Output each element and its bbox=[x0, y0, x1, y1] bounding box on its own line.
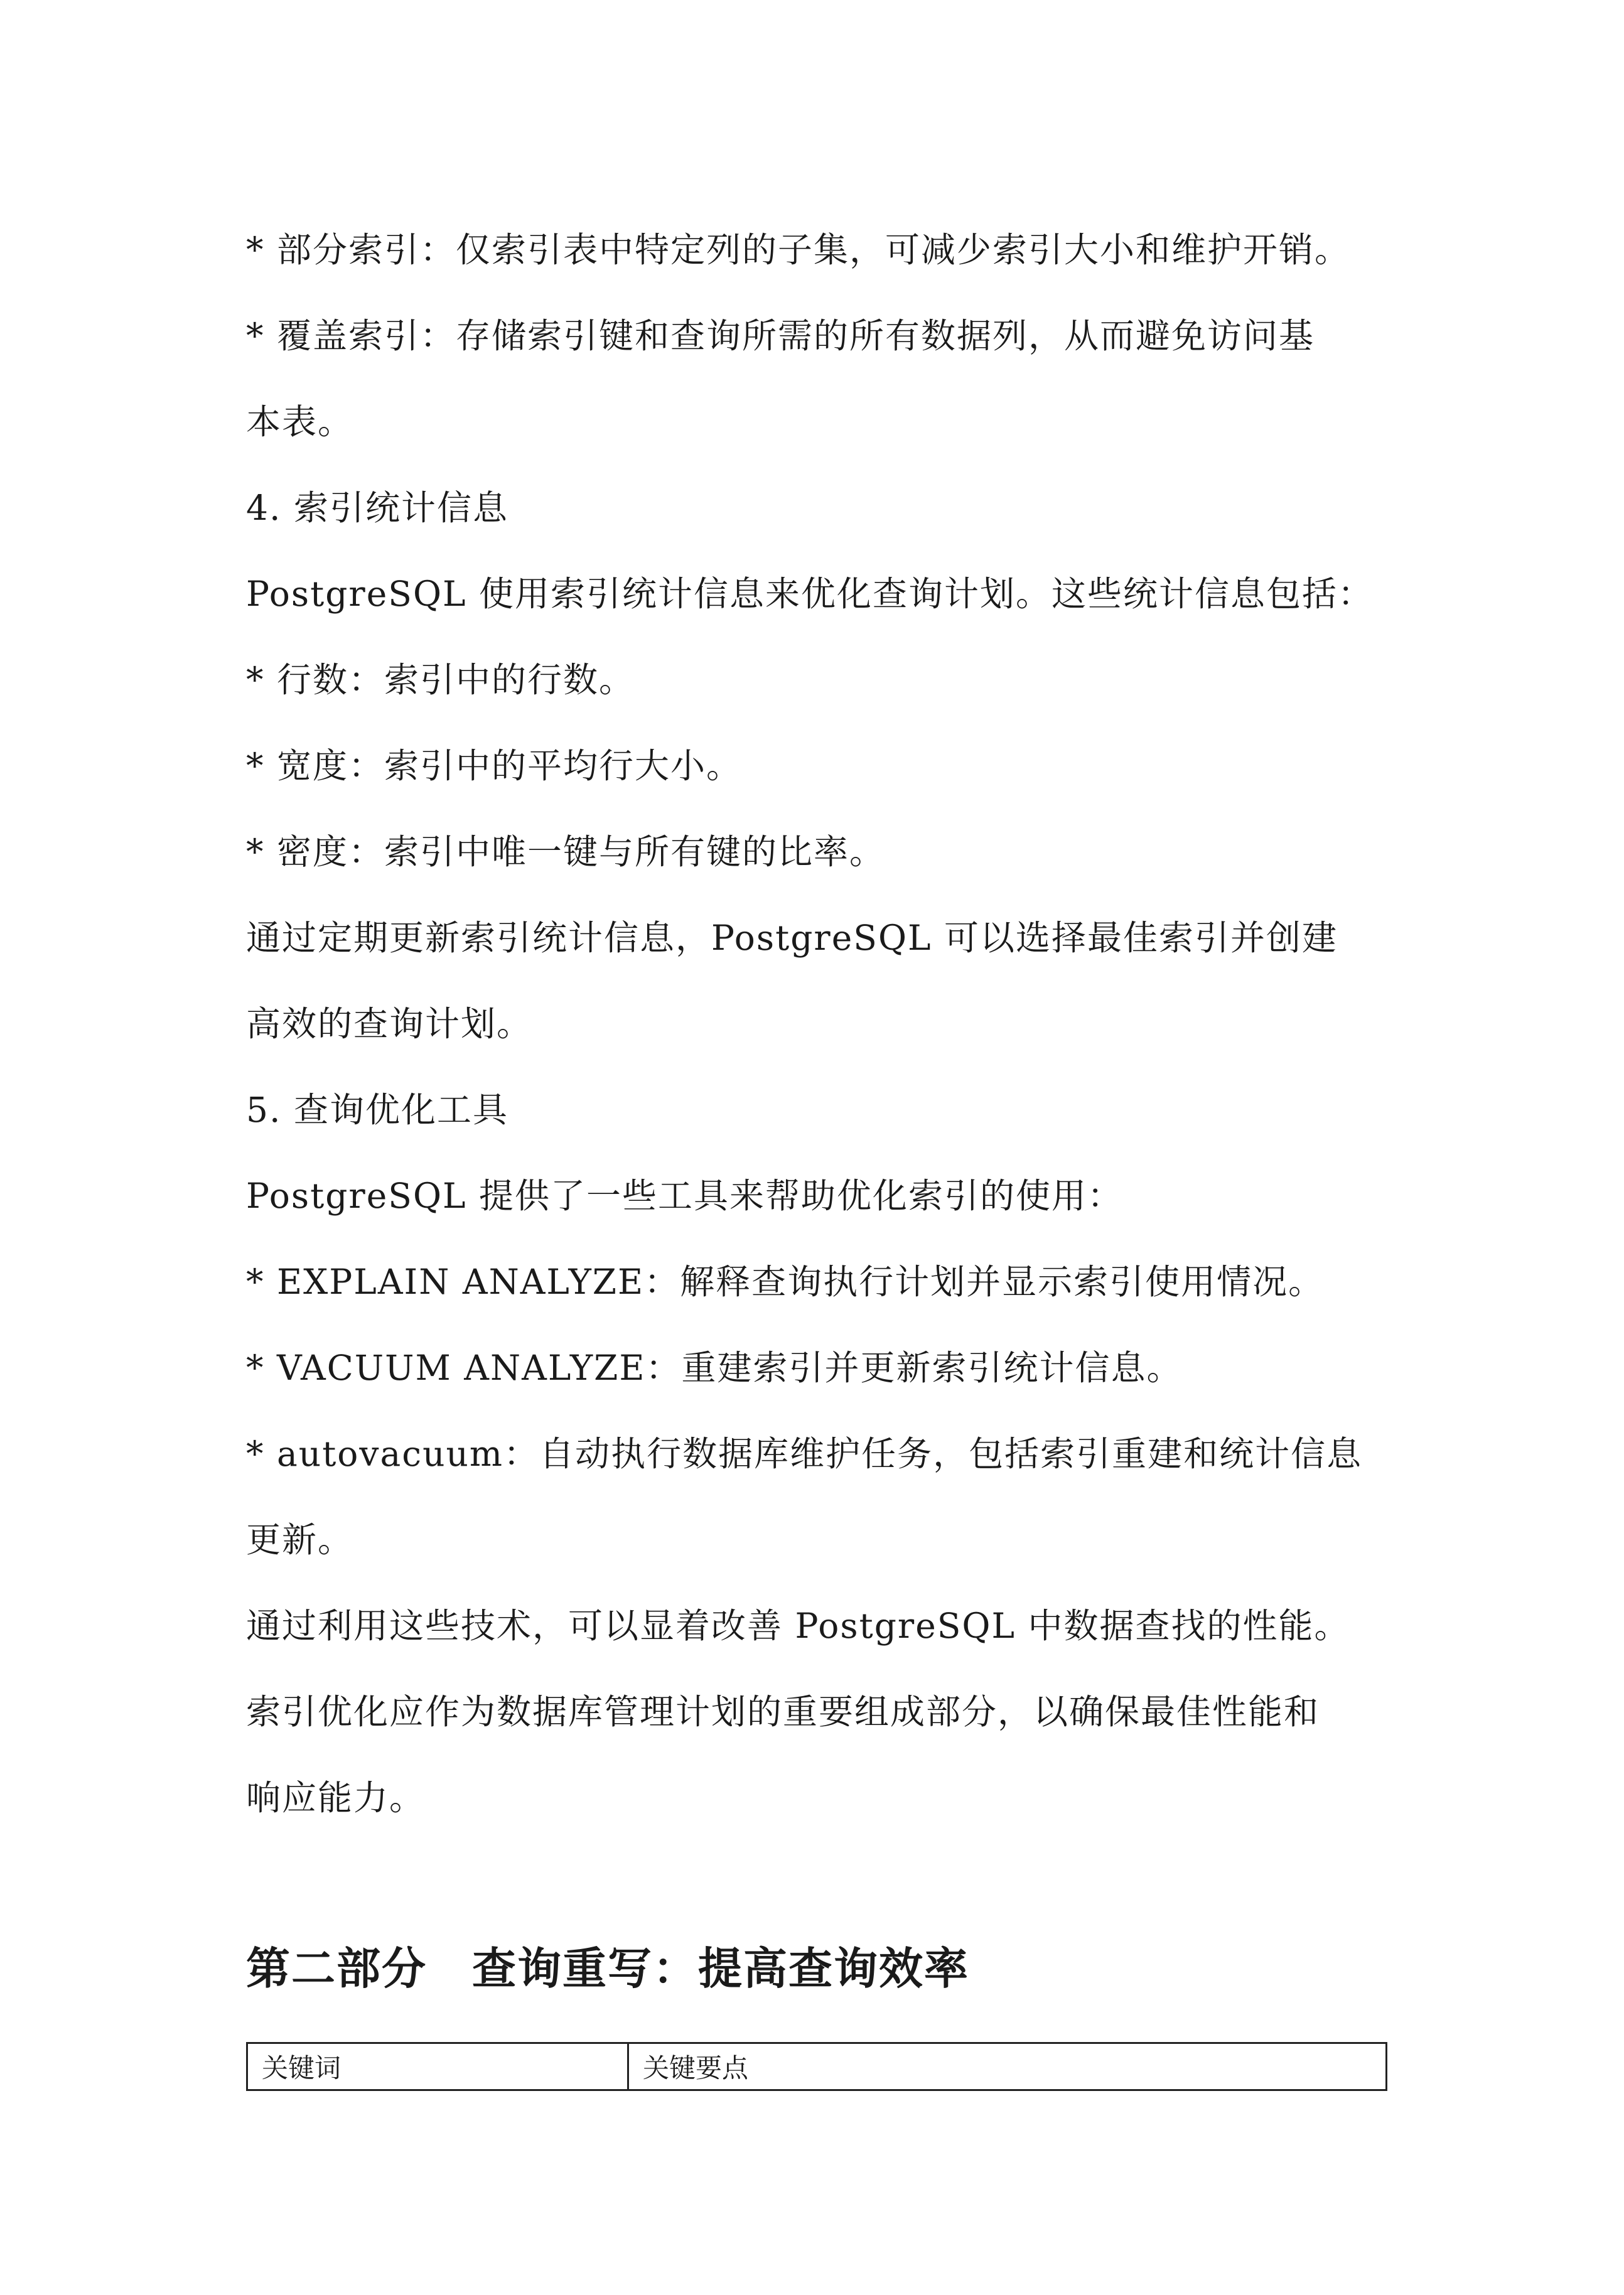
bullet-covering-index: * 覆盖索引：存储索引键和查询所需的所有数据列，从而避免访问基 bbox=[246, 316, 1315, 356]
table-header-keyword: 关键词 bbox=[247, 2043, 628, 2090]
paragraph-tools-intro: PostgreSQL 提供了一些工具来帮助优化索引的使用： bbox=[246, 1176, 1124, 1216]
keyword-table bbox=[246, 2042, 1387, 2091]
paragraph-conclusion-2: 索引优化应作为数据库管理计划的重要组成部分，以确保最佳性能和 bbox=[246, 1692, 1320, 1732]
paragraph-stats-benefit: 通过定期更新索引统计信息，PostgreSQL 可以选择最佳索引并创建 bbox=[246, 918, 1338, 958]
bullet-partial-index: * 部分索引：仅索引表中特定列的子集，可减少索引大小和维护开销。 bbox=[246, 230, 1350, 270]
bullet-density: * 密度：索引中唯一键与所有键的比率。 bbox=[246, 832, 885, 872]
bullet-vacuum-analyze: * VACUUM ANALYZE：重建索引并更新索引统计信息。 bbox=[246, 1348, 1183, 1388]
bullet-row-count: * 行数：索引中的行数。 bbox=[246, 660, 635, 700]
table-header-row bbox=[247, 2043, 1387, 2090]
document-body bbox=[246, 207, 1389, 1841]
bullet-explain-analyze: * EXPLAIN ANALYZE：解释查询执行计划并显示索引使用情况。 bbox=[246, 1262, 1325, 1302]
section-heading: 第二部分 查询重写：提高查询效率 bbox=[246, 1943, 969, 1994]
paragraph-conclusion-3: 响应能力。 bbox=[246, 1778, 426, 1818]
bullet-autovacuum: * autovacuum：自动执行数据库维护任务，包括索引重建和统计信息 bbox=[246, 1434, 1363, 1474]
bullet-autovacuum-cont: 更新。 bbox=[246, 1520, 354, 1560]
paragraph-conclusion: 通过利用这些技术，可以显着改善 PostgreSQL 中数据查找的性能。 bbox=[246, 1606, 1350, 1646]
subheading-query-tools: 5. 查询优化工具 bbox=[246, 1090, 508, 1130]
subheading-index-stats: 4. 索引统计信息 bbox=[246, 488, 508, 528]
table-header-key-points: 关键要点 bbox=[628, 2043, 1387, 2090]
paragraph-stats-intro: PostgreSQL 使用索引统计信息来优化查询计划。这些统计信息包括： bbox=[246, 574, 1374, 614]
paragraph-stats-benefit-cont: 高效的查询计划。 bbox=[246, 1004, 533, 1044]
bullet-covering-index-cont: 本表。 bbox=[246, 402, 354, 442]
bullet-width: * 宽度：索引中的平均行大小。 bbox=[246, 746, 742, 786]
